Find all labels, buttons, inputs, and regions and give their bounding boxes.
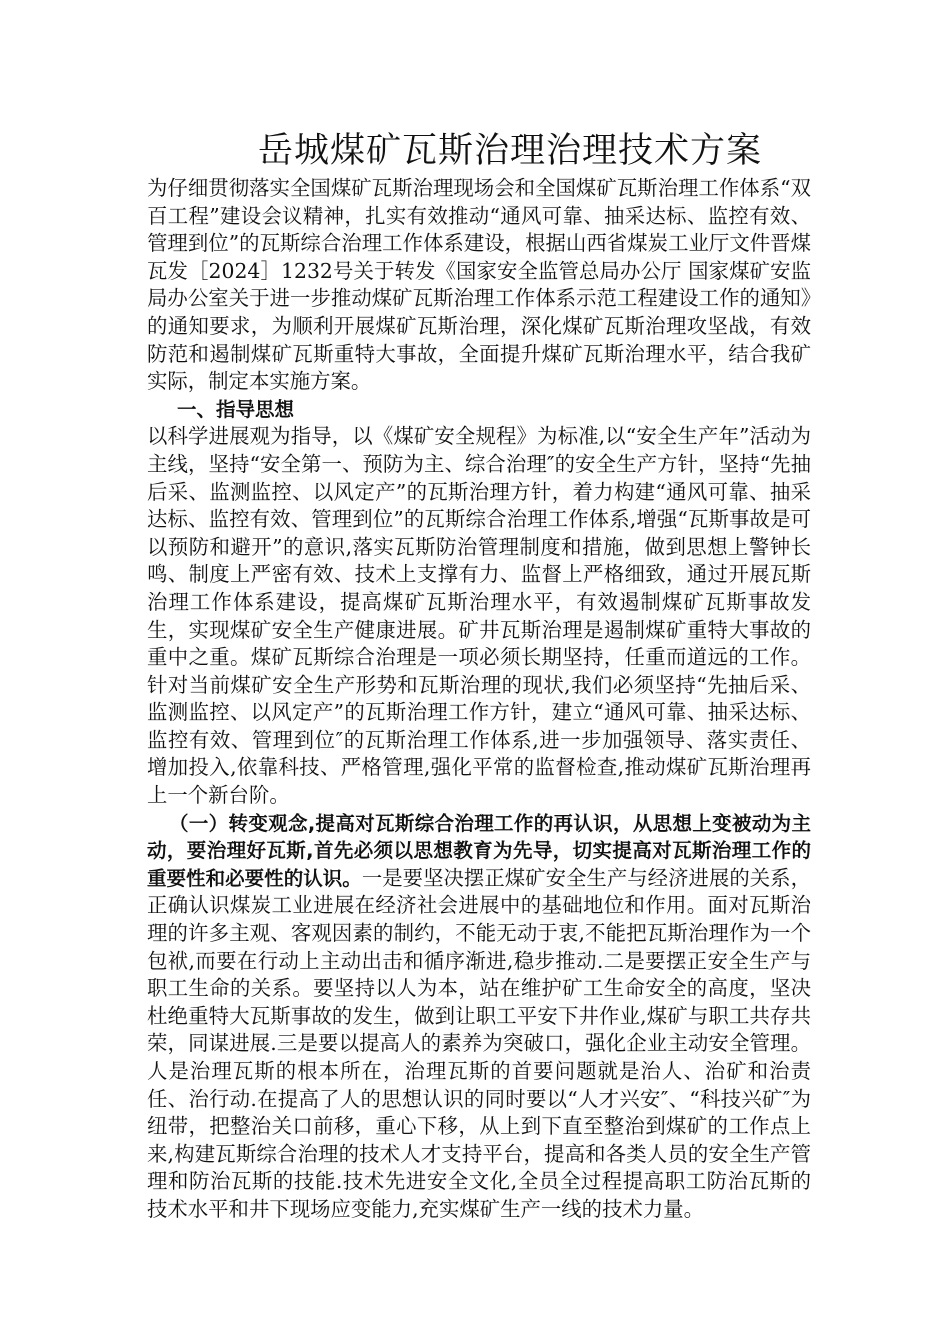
intro-paragraph: 为仔细贯彻落实全国煤矿瓦斯治理现场会和全国煤矿瓦斯治理工作体系“双百工程”建设会议精神，扎实有效推动“通风可靠、抽采达标、监控有效、管理到位”的瓦斯综合治理工作体系建设，根据山西省煤炭工业厅文件晋煤瓦发［2024］1232号关于转发《国家安全监管总局办公厅 国家煤矿安监局办公室关于进一步推动煤矿瓦斯治理工作体系示范工程建设工作的通知》的通知要求，为顺利开展煤矿瓦斯治理，深化煤矿瓦斯治理攻坚战，有效防范和遏制煤矿瓦斯重特大事故，全面提升煤矿瓦斯治理水平，结合我矿实际，制定本实施方案。 <box>147 176 811 394</box>
section-heading-guiding-ideology: 一、指导思想 <box>177 397 295 421</box>
guiding-ideology-paragraph: 以科学进展观为指导，以《煤矿安全规程》为标准,以“安全生产年”活动为主线，坚持“安全第一、预防为主、综合治理″的安全生产方针，坚持“先抽后采、监测监控、以风定产”的瓦斯治理方针，着力构建“通风可靠、抽采达标、监控有效、管理到位”的瓦斯综合治理工作体系,增强“瓦斯事故是可以预防和避开”的意识,落实瓦斯防治管理制度和措施，做到思想上警钟长鸣、制度上严密有效、技术上支撑有力、监督上严格细致，通过开展瓦斯治理工作体系建设，提高煤矿瓦斯治理水平，有效遏制煤矿瓦斯事故发生，实现煤矿安全生产健康进展。矿井瓦斯治理是遏制煤矿重特大事故的重中之重。煤矿瓦斯综合治理是一项必须长期坚持，任重而道远的工作。针对当前煤矿安全生产形势和瓦斯治理的现状,我们必须坚持“先抽后采、监测监控、以风定产”的瓦斯治理工作方针，建立“通风可靠、抽采达标、监控有效、管理到位″的瓦斯治理工作体系,进一步加强领导、落实责任、增加投入,依靠科技、严格管理,强化平常的监督检查,推动煤矿瓦斯治理再上一个新台阶。 <box>147 424 811 808</box>
subsection-paragraph-change-concept <box>147 810 811 1224</box>
document-body <box>147 175 811 1224</box>
subsection-body-text: 一是要坚决摆正煤矿安全生产与经济进展的关系，正确认识煤炭工业进展在经济社会进展中的基础地位和作用。面对瓦斯治理的许多主观、客观因素的制约，不能无动于衷,不能把瓦斯治理作为一个包袱,而要在行动上主动出击和循序渐进,稳步推动.二是要摆正安全生产与职工生命的关系。要坚持以人为本，站在维护矿工生命安全的高度，坚决杜绝重特大瓦斯事故的发生，做到让职工平安下井作业,煤矿与职工共存共荣，同谋进展.三是要以提高人的素养为突破口，强化企业主动安全管理。人是治理瓦斯的根本所在，治理瓦斯的首要问题就是治人、治矿和治责任、治行动.在提高了人的思想认识的同时要以“人才兴安″、“科技兴矿″为纽带，把整治关口前移，重心下移，从上到下直至整治到煤矿的工作点上来,构建瓦斯综合治理的技术人才支持平台，提高和各类人员的安全生产管理和防治瓦斯的技能.技术先进安全文化,全员全过程提高职工防治瓦斯的技术水平和井下现场应变能力,充实煤矿生产一线的技术力量。 <box>147 865 811 1221</box>
document-title: 岳城煤矿瓦斯治理治理技术方案 <box>257 131 762 171</box>
subsection-lead-text: （一）转变观念,提高对瓦斯综合治理工作的再认识，从思想上变被动为主动，要治理好瓦斯,首先必须以思想教育为先导，切实提高对瓦斯治理工作的重要性和必要性的认识。 <box>147 811 811 890</box>
